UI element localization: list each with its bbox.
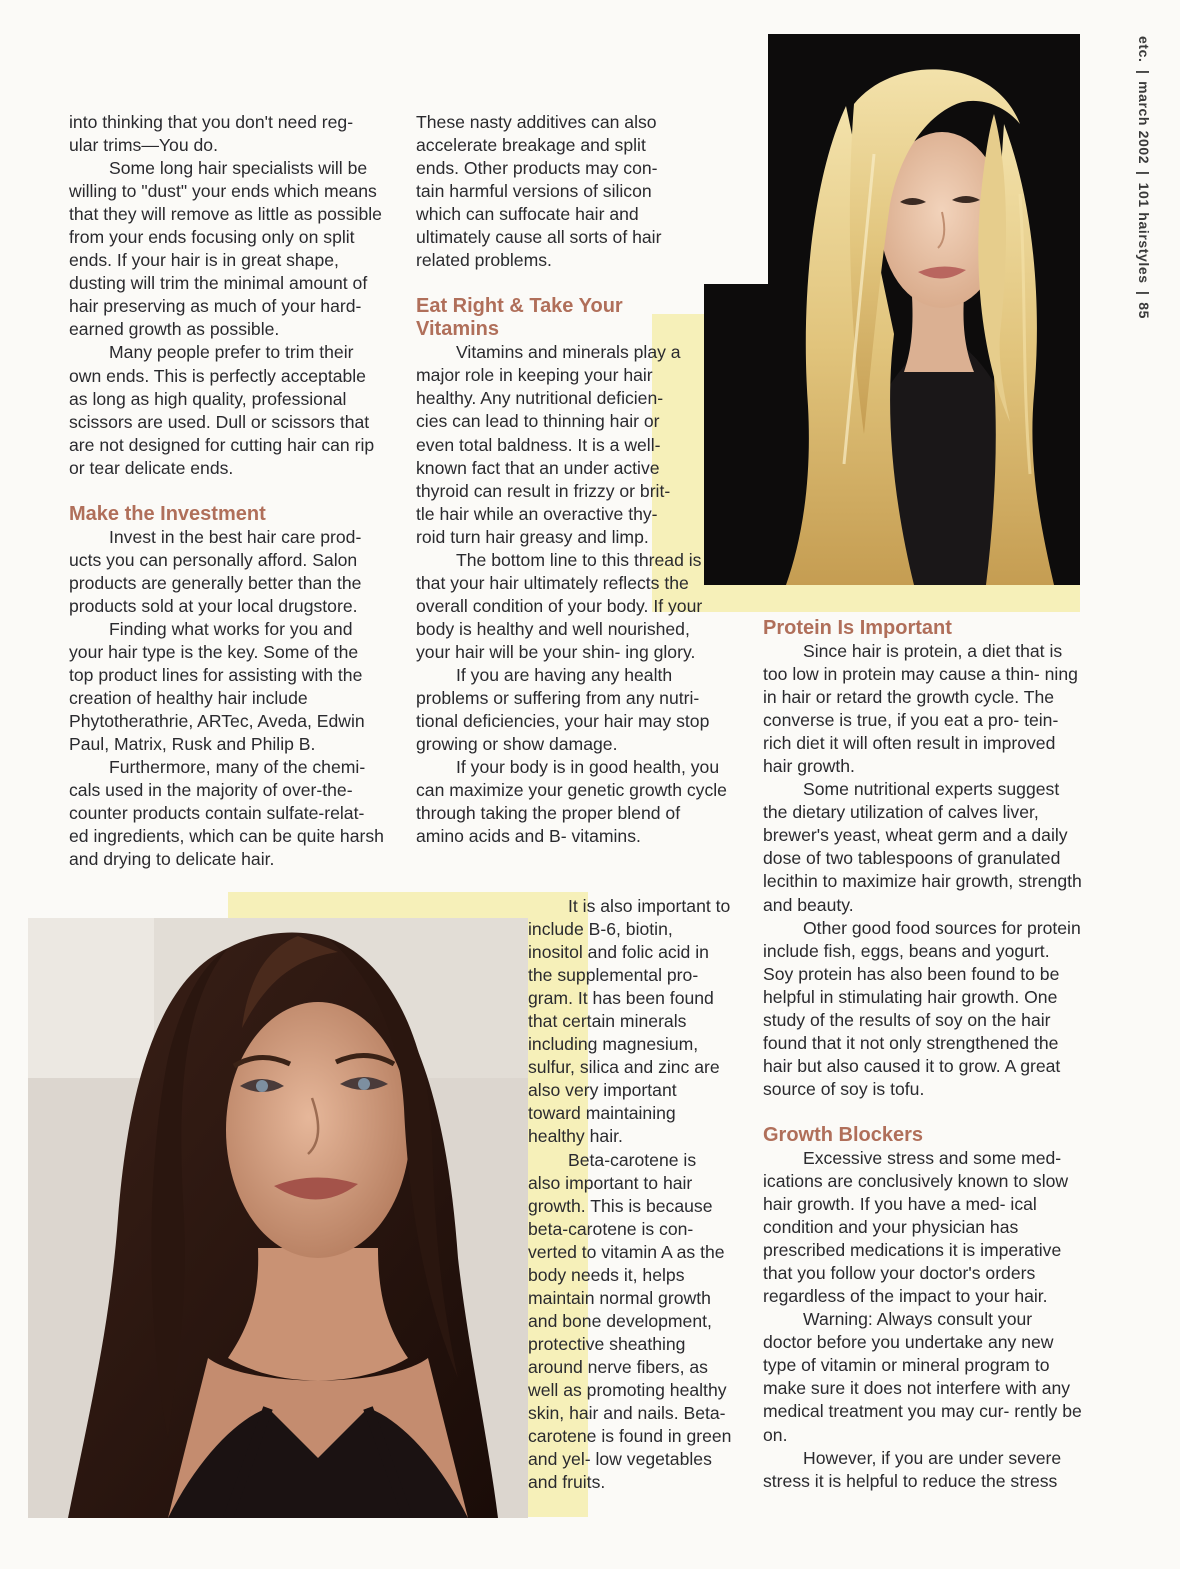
brunette-model-photo xyxy=(28,918,528,1518)
article-column-3 xyxy=(763,617,1083,1493)
paragraph: Other good food sources for protein include fish, eggs, beans and yogurt. Soy protein has also been found to be helpful in stimulating hair growth. One study of the results of soy on the hair found that it not only strengthened the hair but also caused it to grow. A great source of soy is tofu. xyxy=(763,917,1081,1099)
paragraph: Furthermore, many of the chemi- cals used in the majority of over-the- counter products contain sulfate-relat- ed ingredients, which can be quite harsh and drying to delicate hair. xyxy=(69,757,384,870)
article-column-2-continued xyxy=(528,895,732,1494)
paragraph: The bottom line to this thread is that your hair ultimately reflects the overall condition of your body. If your body is healthy and well nourished, your hair will be your shin- ing glory. xyxy=(416,549,703,662)
paragraph: Some nutritional experts suggest the dietary utilization of calves liver, brewer's yeast, wheat germ and a daily dose of two tablespoons of granulated lecithin to maximize hair growth, strength and beauty. xyxy=(763,779,1082,915)
section-heading: Make the Investment xyxy=(69,502,266,525)
paragraph: Invest in the best hair care prod- ucts you can personally afford. Salon products are generally better than the products sold at your local drugstore. xyxy=(69,526,362,616)
article-column-2 xyxy=(416,111,726,848)
issue-date: march 2002 xyxy=(1136,81,1152,165)
page-number: 85 xyxy=(1136,302,1152,319)
paragraph: Excessive stress and some med- ications are conclusively known to slow hair growth. If you have a med- ical condition and your physician has prescribed medications it is imperative that you follow your doctor's orders regardless of the impact to your hair. xyxy=(763,1147,1069,1307)
paragraph: Since hair is protein, a diet that is too low in protein may cause a thin- ning in hair or retard the growth cycle. The converse is true, if you eat a pro- tein-rich diet it will often result in improved hair growth. xyxy=(763,641,1078,777)
article-column-1 xyxy=(69,111,387,871)
paragraph: However, if you are under severe stress it is helpful to reduce the stress xyxy=(763,1447,1062,1491)
section-heading: Protein Is Important xyxy=(763,617,952,639)
separator: | xyxy=(1136,69,1152,75)
running-head xyxy=(1136,36,1152,319)
paragraph: If you are having any health problems or suffering from any nutri- tional deficiencies, your hair may stop growing or show damage. xyxy=(416,664,710,755)
paragraph: Vitamins and minerals play a major role in keeping your hair healthy. Any nutritional deficien- cies can lead to thinning hair or even total baldness. It is a well- known fact that an under active thyroid can result in frizzy or brit- tle hair while an overactive thy- roid turn hair greasy and limp. xyxy=(416,342,681,547)
section-heading: Growth Blockers xyxy=(763,1123,924,1146)
paragraph: into thinking that you don't need reg- ular trims—You do. xyxy=(69,112,354,156)
blonde-model-photo xyxy=(704,34,1080,585)
section-label: etc. xyxy=(1136,36,1152,63)
magazine-title: 101 hairstyles xyxy=(1136,182,1152,284)
paragraph: If your body is in good health, you can maximize your genetic growth cycle through taking the proper blend of amino acids and B- vitamins. xyxy=(416,757,727,847)
paragraph: Warning: Always consult your doctor before you undertake any new type of vitamin or mineral program to make sure it does not interfere with any medical treatment you may cur- rently be on. xyxy=(763,1309,1082,1445)
paragraph: Some long hair specialists will be willing to "dust" your ends which means that they will remove as little as possible from your ends focusing only on split ends. If your hair is in great shape, dusting will trim the minimal amount of hair preserving as much of your hard-earned growth as possible. xyxy=(69,158,382,340)
paragraph: These nasty additives can also accelerate breakage and split ends. Other products may con- tain harmful versions of silicon which can suffocate hair and ultimately cause all sorts of hair related problems. xyxy=(416,112,662,271)
paragraph: It is also important to include B-6, biotin, inositol and folic acid in the supplemental pro- gram. It has been found that certain minerals including magnesium, sulfur, silica and zinc are also very important toward maintaining healthy hair. xyxy=(528,896,731,1147)
paragraph: Beta-carotene is also important to hair growth. This is because beta-carotene is con- verted to vitamin A as the body needs it, helps maintain normal growth and bone development, protective sheathing around nerve fibers, as well as promoting healthy skin, hair and nails. Beta-carotene is found in green and yel- low vegetables and fruits. xyxy=(528,1149,732,1493)
section-heading: Eat Right & Take Your Vitamins xyxy=(416,295,623,341)
paragraph: Many people prefer to trim their own ends. This is perfectly acceptable as long as high quality, professional scissors are used. Dull or scissors that are not designed for cutting hair can rip or tear delicate ends. xyxy=(69,342,375,478)
separator: | xyxy=(1136,171,1152,176)
separator: | xyxy=(1136,290,1152,296)
paragraph: Finding what works for you and your hair type is the key. Some of the top product lines for assisting with the creation of healthy hair include Phytotherathrie, ARTec, Aveda, Edwin Paul, Matrix, Rusk and Philip B. xyxy=(69,618,365,755)
